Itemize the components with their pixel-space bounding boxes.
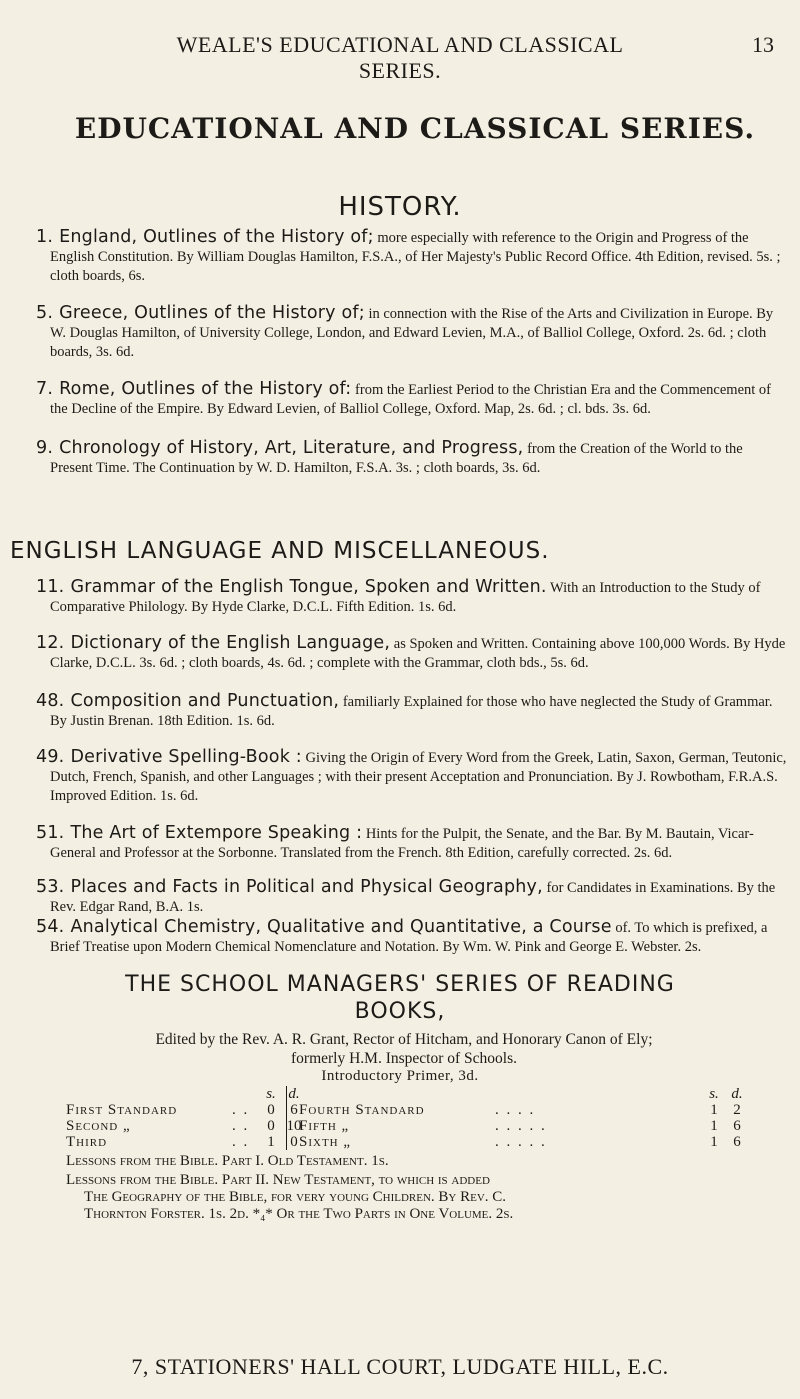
price-table-left xyxy=(66,1086,302,1150)
page-number: 13 xyxy=(752,32,774,57)
edited-by xyxy=(14,1030,794,1068)
price-row-third: Third . . 1 0 xyxy=(66,1134,298,1150)
history-entry-7: 7. Rome, Outlines of the History of: from the Earliest Period to the Christian Era and the Commencement of the Decline of the Empire. By Edward Levien, of Balliol College, Oxford. Map, 2s. 6d. ; cl. bds. 3s. 6d. xyxy=(36,379,771,417)
school-heading-line1: THE SCHOOL MANAGERS' SERIES OF READING xyxy=(125,972,675,997)
edited-line2: formerly H.M. Inspector of Schools. xyxy=(291,1050,517,1067)
english-entry-54: 54. Analytical Chemistry, Qualitative and Quantitative, a Course of. To which is prefixed, a Brief Treatise upon Modern Chemical Nomenclature and Notation. By Wm. W. Pink and George E. Webster. 2s. xyxy=(36,917,768,955)
history-heading: HISTORY. xyxy=(338,192,462,222)
publisher-address: 7, STATIONERS' HALL COURT, LUDGATE HILL, E.C. xyxy=(131,1354,669,1379)
english-entry-11: 11. Grammar of the English Tongue, Spoken and Written. With an Introduction to the Study of Comparative Philology. By Hyde Clarke, D.C.L. Fifth Edition. 1s. 6d. xyxy=(36,577,761,615)
english-heading: ENGLISH LANGUAGE AND MISCELLANEOUS. xyxy=(10,538,550,564)
price-table-right xyxy=(286,1086,743,1150)
price-header-row-right: s. d. xyxy=(709,1086,743,1102)
price-header-row: s. d. xyxy=(266,1086,300,1102)
english-entry-49: 49. Derivative Spelling-Book : Giving the Origin of Every Word from the Greek, Latin, Saxon, German, Teutonic, Dutch, French, Spanish, and other Languages ; with their present Acceptation and Pronunciation. By J. Rowbotham, F.R.A.S. Improved Edition. 1s. 6d. xyxy=(36,747,787,804)
main-title: EDUCATIONAL AND CLASSICAL SERIES. xyxy=(74,112,756,145)
english-entry-53: 53. Places and Facts in Political and Physical Geography, for Candidates in Examinations. By the Rev. Edgar Rand, B.A. 1s. xyxy=(36,877,776,915)
price-row-sixth: Sixth „ . . . . . 1 6 xyxy=(299,1134,741,1150)
history-entry-1: 1. England, Outlines of the History of; more especially with reference to the Origin and Progress of the English Constitution. By William Douglas Hamilton, F.S.A., of Her Majesty's Public Record Office. 4th Edition, revised. 5s. ; cloth boards, 6s. xyxy=(36,227,781,284)
history-entry-9: 9. Chronology of History, Art, Literature, and Progress, from the Creation of the World to the Present Time. The Continuation by W. D. Hamilton, F.S.A. 3s. ; cloth boards, 3s. 6d. xyxy=(36,438,743,476)
introductory-primer: Introductory Primer, 3d. xyxy=(321,1068,479,1084)
running-title: WEALE'S EDUCATIONAL AND CLASSICAL SERIES. xyxy=(176,32,624,83)
english-entry-51: 51. The Art of Extempore Speaking : Hints for the Pulpit, the Senate, and the Bar. By M. Bautain, Vicar-General and Professor at the Sorbonne. Translated from the French. 8th Edition, carefully corrected. 2s. 6d. xyxy=(36,823,754,861)
school-heading-line2: BOOKS, xyxy=(354,999,446,1024)
history-entry-5: 5. Greece, Outlines of the History of; in connection with the Rise of the Arts and Civilization in Europe. By W. Douglas Hamilton, of University College, London, and Edward Levien, M.A., of Balliol College, Oxford. 2s. 6d. ; cloth boards, 3s. 6d. xyxy=(36,303,774,360)
lessons-part2: Lessons from the Bible. Part II. New Testament, to which is added The Geography of the Bible, for very young Children. By Rev. C. Thornton Forster. 1s. 2d. *₄* Or the Two Parts in One Volume. 2s. xyxy=(66,1172,514,1222)
lessons-part1: Lessons from the Bible. Part I. Old Testament. 1s. xyxy=(66,1153,389,1169)
edited-line1: Edited by the Rev. A. R. Grant, Rector of Hitcham, and Honorary Canon of Ely; xyxy=(155,1031,653,1048)
price-row-first: First Standard . . 0 6 xyxy=(66,1102,298,1118)
price-row-second: Second „ . . 0 10 xyxy=(66,1118,302,1134)
english-entry-12: 12. Dictionary of the English Language, as Spoken and Written. Containing above 100,000 Words. By Hyde Clarke, D.C.L. 3s. 6d. ; cloth boards, 4s. 6d. ; complete with the Grammar, cloth bds., 5s. 6d. xyxy=(36,633,786,671)
english-entry-48: 48. Composition and Punctuation, familiarly Explained for those who have neglected the Study of Grammar. By Justin Brenan. 18th Edition. 1s. 6d. xyxy=(36,691,773,729)
price-row-fourth: Fourth Standard . . . . 1 2 xyxy=(299,1102,741,1118)
running-header xyxy=(0,32,800,83)
price-row-fifth: Fifth „ . . . . . 1 6 xyxy=(299,1118,741,1134)
